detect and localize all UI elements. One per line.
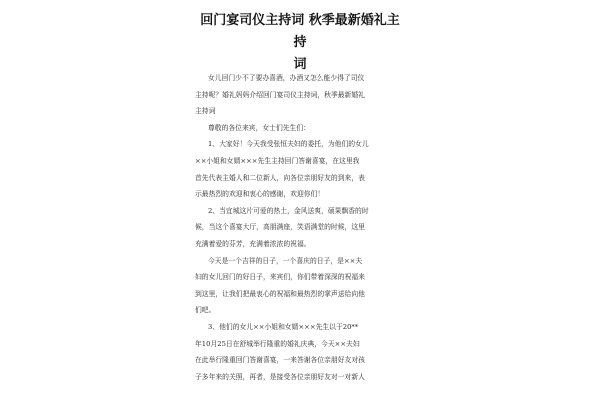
title-line: 词: [293, 57, 307, 72]
document-page: [195, 0, 405, 400]
title-line: 回门宴司仪主持词 秋季最新婚礼主持: [200, 13, 400, 50]
text-line: 3、他们的女儿××小姐和女婿×××先生以于20**: [208, 322, 359, 331]
paragraph: [195, 120, 405, 137]
text-line: 子多年来的关照，再者，是接受各位亲朋好友对一对新人: [195, 372, 365, 381]
text-line: 候，当这个喜宴大厅，高朋满座，笑语满堂的时候，这里: [195, 223, 365, 232]
paragraph: [195, 203, 405, 253]
document-title: [195, 10, 405, 76]
text-line: 们吧。: [195, 306, 216, 315]
text-line: 首先代表主婚人和二位新人，向各位亲朋好友的到来，表: [195, 173, 365, 182]
paragraph: [195, 253, 405, 319]
text-line: 示最热烈的欢迎和衷心的感谢，欢迎你们！: [195, 190, 325, 199]
text-line: 到这里，让我们把最衷心的祝福和最热烈的掌声送给向他: [195, 289, 365, 298]
text-line: 在此举行隆重回门答谢喜宴，一来答谢各位亲朋好友对孩: [195, 356, 365, 365]
text-line: 今天是一个吉祥的日子，一个喜庆的日子，是××夫: [208, 256, 363, 265]
text-line: 妇的女儿回门的好日子，来宾们，你们带着深深的祝福来: [195, 273, 365, 282]
paragraph: [195, 319, 405, 385]
text-line: 女儿回门少不了要办喜酒，办酒又怎么能少得了司仪: [208, 74, 365, 82]
paragraph: [195, 136, 405, 202]
text-line: 2、当宜城这片可爱的热土，金风送爽，硕果飘香的时: [208, 206, 369, 215]
text-line: 尊敬的各位来宾，女士们先生们：: [208, 123, 310, 132]
document-body: [195, 70, 405, 385]
text-line: ××小姐和女婿×××先生主持回门答谢喜宴，在这里我: [195, 156, 360, 165]
text-line: 主持词: [195, 107, 216, 116]
text-line: 年10月25日在舒城举行隆重的婚礼庆典，今天××夫妇: [195, 339, 360, 348]
text-line: 1、大家好！今天我受张恒夫妇的委托，为他们的女儿: [208, 140, 369, 149]
paragraph: [195, 70, 405, 120]
text-line: 充满着爱的芬芳，充满着浓浓的祝福。: [195, 239, 311, 248]
text-line: 主持呢？婚礼妈妈介绍回门宴司仪主持词，秋季最新婚礼: [195, 90, 365, 99]
